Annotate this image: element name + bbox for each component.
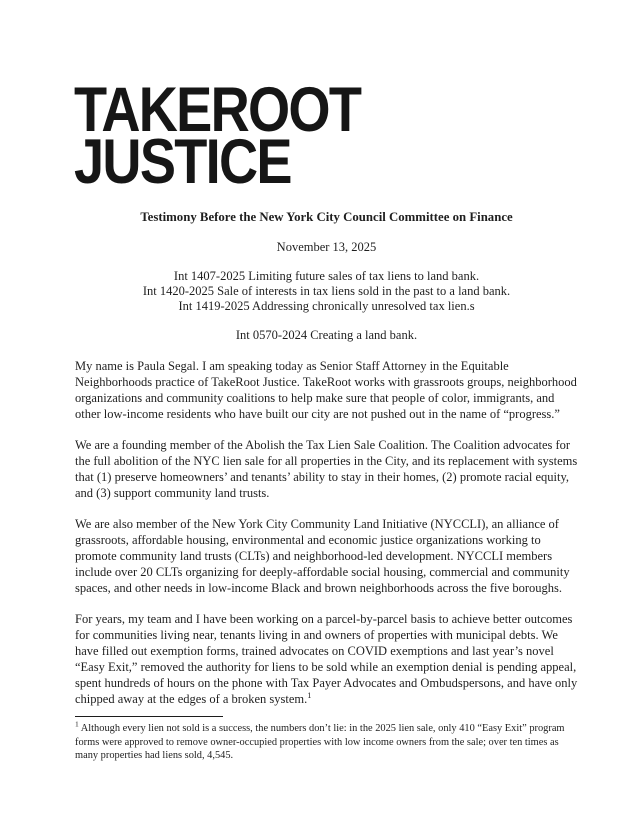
document-title: Testimony Before the New York City Council Committee on Finance (140, 210, 513, 224)
bill-line-int-1420: Int 1420-2025 Sale of interests in tax liens sold in the past to a land bank. (142, 284, 511, 298)
footnote (75, 719, 578, 763)
footnote-marker: 1 (75, 719, 79, 729)
paragraph-introduction: My name is Paula Segal. I am speaking today as Senior Staff Attorney in the Equitable Neighborhoods practice of TakeRoot Justice. TakeRoot works with grassroots groups, neighborhood organizations and community coalitions to help make sure that people of color, immigrants, and other low-income residents who have built our city are not pushed out in the name of “progress.” (75, 359, 577, 421)
footnote-text: Although every lien not sold is a success, the numbers don’t lie: in the 2025 lien sale, only 410 “Easy Exit” program forms were approved to remove owner-occupied properties with low income owners from the sale; over ten times as many properties had liens sold, 4,545. (75, 723, 565, 762)
logo-line-justice: JUSTICE (74, 127, 291, 197)
footnote-separator-rule (75, 716, 223, 717)
bill-line-int-0570: Int 0570-2024 Creating a land bank. (235, 328, 418, 342)
logo-line-takeroot: TAKEROOT (74, 75, 361, 145)
paragraph-coalition: We are a founding member of the Abolish the Tax Lien Sale Coalition. The Coalition advocates for the full abolition of the NYC lien sale for all properties in the City, and its replacement with systems that (1) preserve homeowners’ and tenants’ ability to stay in their homes, (2) promote racial equity, and (3) support community land trusts. (75, 438, 578, 500)
document-date: November 13, 2025 (276, 240, 377, 254)
paragraph-parcel-work (75, 611, 578, 707)
paragraph-nyccli: We are also member of the New York City Community Land Initiative (NYCCLI), an alliance of grassroots, affordable housing, environmental and economic justice organizations working to promote community land trusts (CLTs) and neighborhood-led development. NYCCLI members include over 20 CLTs organizing for deeply-affordable social housing, commercial and community spaces, and other needs in low-income Black and brown neighborhoods across the five boroughs. (75, 517, 570, 595)
bill-list (75, 269, 578, 314)
bill-line-int-1419: Int 1419-2025 Addressing chronically unresolved tax lien.s (178, 299, 475, 313)
bill-line-int-1407: Int 1407-2025 Limiting future sales of tax liens to land bank. (173, 269, 480, 283)
footnote-reference-superscript: 1 (307, 689, 312, 700)
paragraph-parcel-work-text: For years, my team and I have been working on a parcel-by-parcel basis to achieve better outcomes for communities living near, tenants living in and owners of properties with municipal debts. We have filled out exemption forms, trained advocates on COVID exemptions and last year’s novel “Easy Exit,” removed the authority for liens to be sold while an exemption denial is pending appeal, spent hundreds of hours on the phone with Tax Payer Advocates and Ombudspersons, and have only chipped away at the edges of a broken system. (75, 612, 578, 706)
takeroot-justice-logo (74, 75, 561, 197)
document-body (75, 209, 578, 763)
